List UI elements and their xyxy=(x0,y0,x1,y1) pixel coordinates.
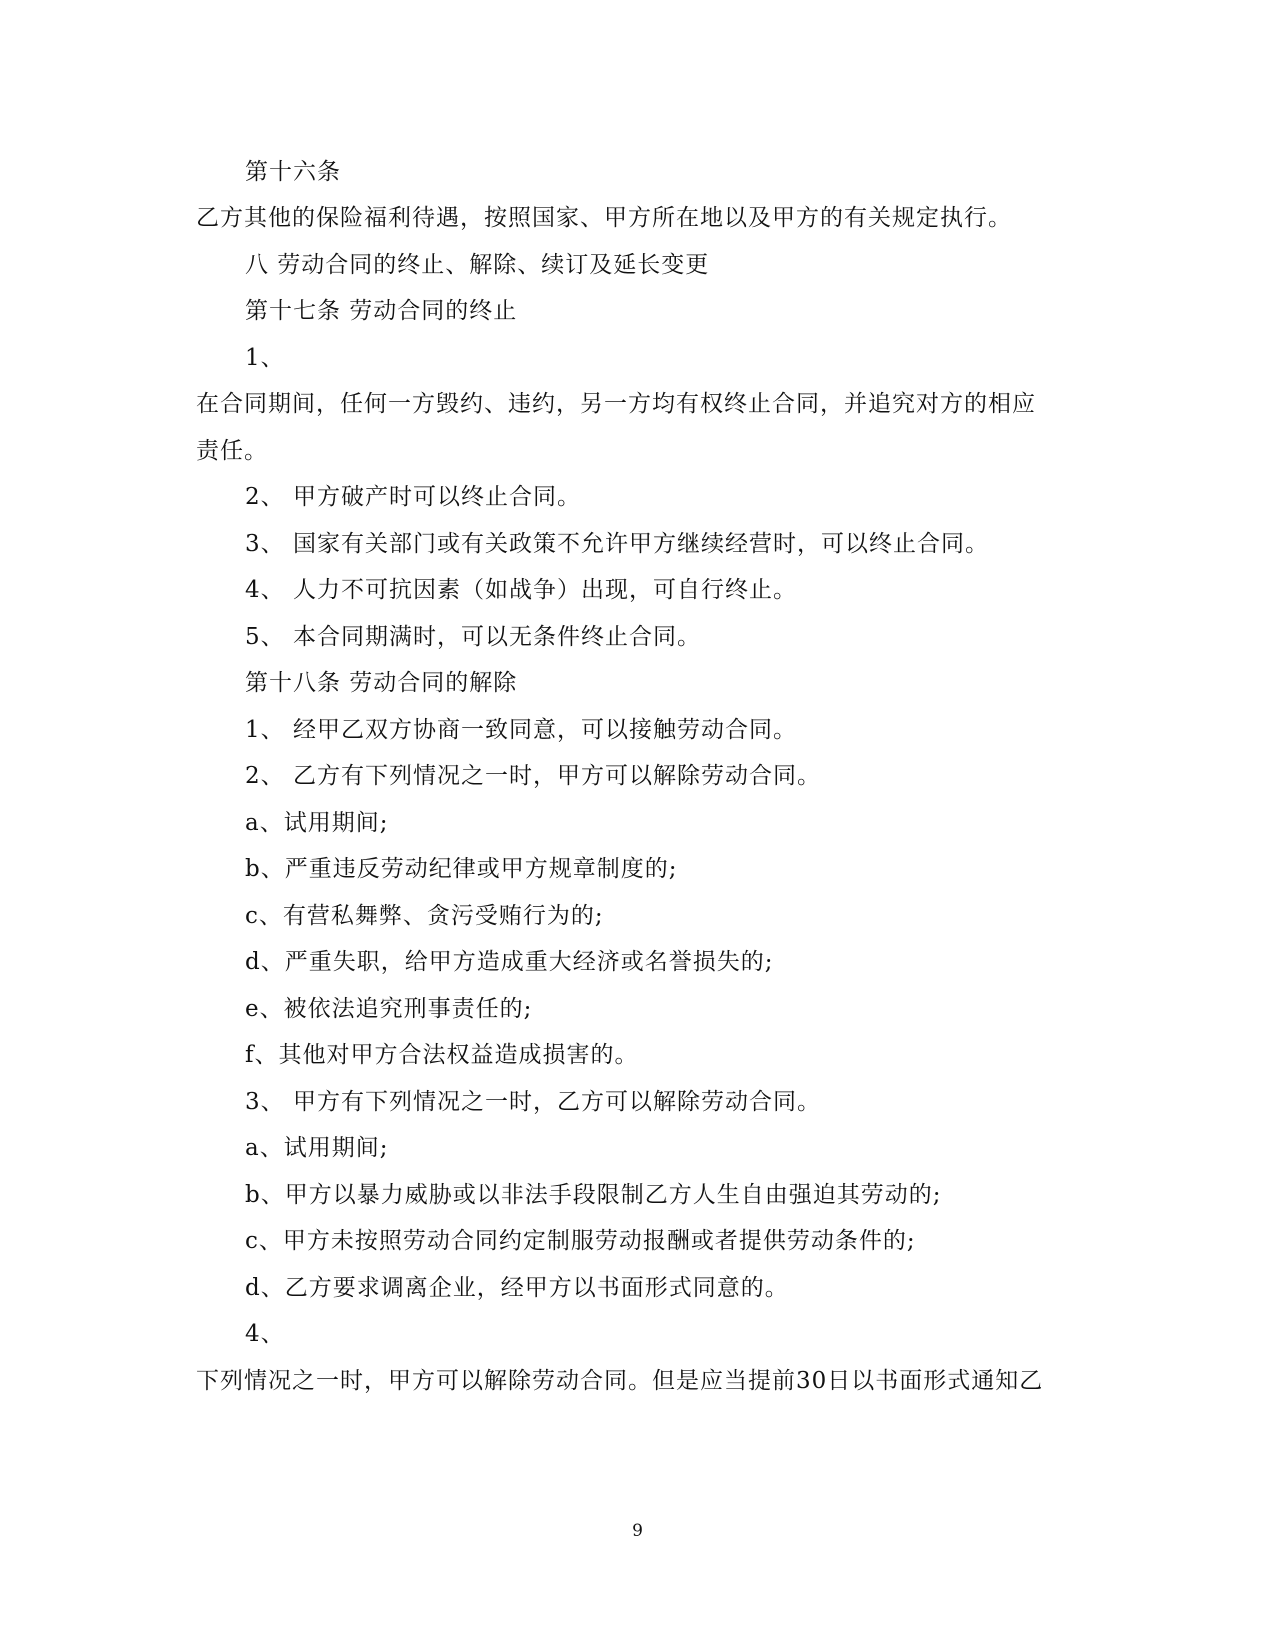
article-18-item-2-e: e、被依法追究刑事责任的; xyxy=(245,996,533,1022)
article-18-item-2: 2、 乙方有下列情况之一时，甲方可以解除劳动合同。 xyxy=(245,763,821,789)
article-17-item-2: 2、 甲方破产时可以终止合同。 xyxy=(245,484,581,510)
page-number: 9 xyxy=(632,1521,643,1541)
article-18-item-3-d: d、乙方要求调离企业，经甲方以书面形式同意的。 xyxy=(245,1275,789,1301)
article-17-heading: 第十七条 劳动合同的终止 xyxy=(245,298,518,324)
article-16-heading: 第十六条 xyxy=(245,159,341,185)
article-17-item-4: 4、 人力不可抗因素（如战争）出现，可自行终止。 xyxy=(245,577,797,603)
article-17-item-5: 5、 本合同期满时，可以无条件终止合同。 xyxy=(245,624,701,650)
article-18-heading: 第十八条 劳动合同的解除 xyxy=(245,670,518,696)
article-17-item-3: 3、 国家有关部门或有关政策不允许甲方继续经营时，可以终止合同。 xyxy=(245,531,989,557)
article-18-item-3: 3、 甲方有下列情况之一时，乙方可以解除劳动合同。 xyxy=(245,1089,821,1115)
section-8-heading: 八 劳动合同的终止、解除、续订及延长变更 xyxy=(245,252,710,278)
article-18-item-3-b: b、甲方以暴力威胁或以非法手段限制乙方人生自由强迫其劳动的; xyxy=(245,1182,942,1208)
article-16-body: 乙方其他的保险福利待遇，按照国家、甲方所在地以及甲方的有关规定执行。 xyxy=(196,205,1012,231)
article-18-item-2-f: f、其他对甲方合法权益造成损害的。 xyxy=(245,1042,639,1068)
article-18-item-4-number: 4、 xyxy=(245,1321,285,1347)
article-18-item-2-d: d、严重失职，给甲方造成重大经济或名誉损失的; xyxy=(245,949,774,975)
article-18-item-3-c: c、甲方未按照劳动合同约定制服劳动报酬或者提供劳动条件的; xyxy=(245,1228,916,1254)
article-17-item-1-text-cont: 责任。 xyxy=(196,438,268,464)
article-18-item-2-a: a、试用期间; xyxy=(245,810,389,836)
article-18-item-2-b: b、严重违反劳动纪律或甲方规章制度的; xyxy=(245,856,678,882)
article-17-item-1-text: 在合同期间，任何一方毁约、违约，另一方均有权终止合同，并追究对方的相应 xyxy=(196,391,1036,417)
article-18-item-3-a: a、试用期间; xyxy=(245,1135,389,1161)
article-17-item-1-number: 1、 xyxy=(245,345,285,371)
article-18-item-4-text: 下列情况之一时，甲方可以解除劳动合同。但是应当提前30日以书面形式通知乙 xyxy=(196,1368,1044,1394)
article-18-item-2-c: c、有营私舞弊、贪污受贿行为的; xyxy=(245,903,604,929)
article-18-item-1: 1、 经甲乙双方协商一致同意，可以接触劳动合同。 xyxy=(245,717,797,743)
